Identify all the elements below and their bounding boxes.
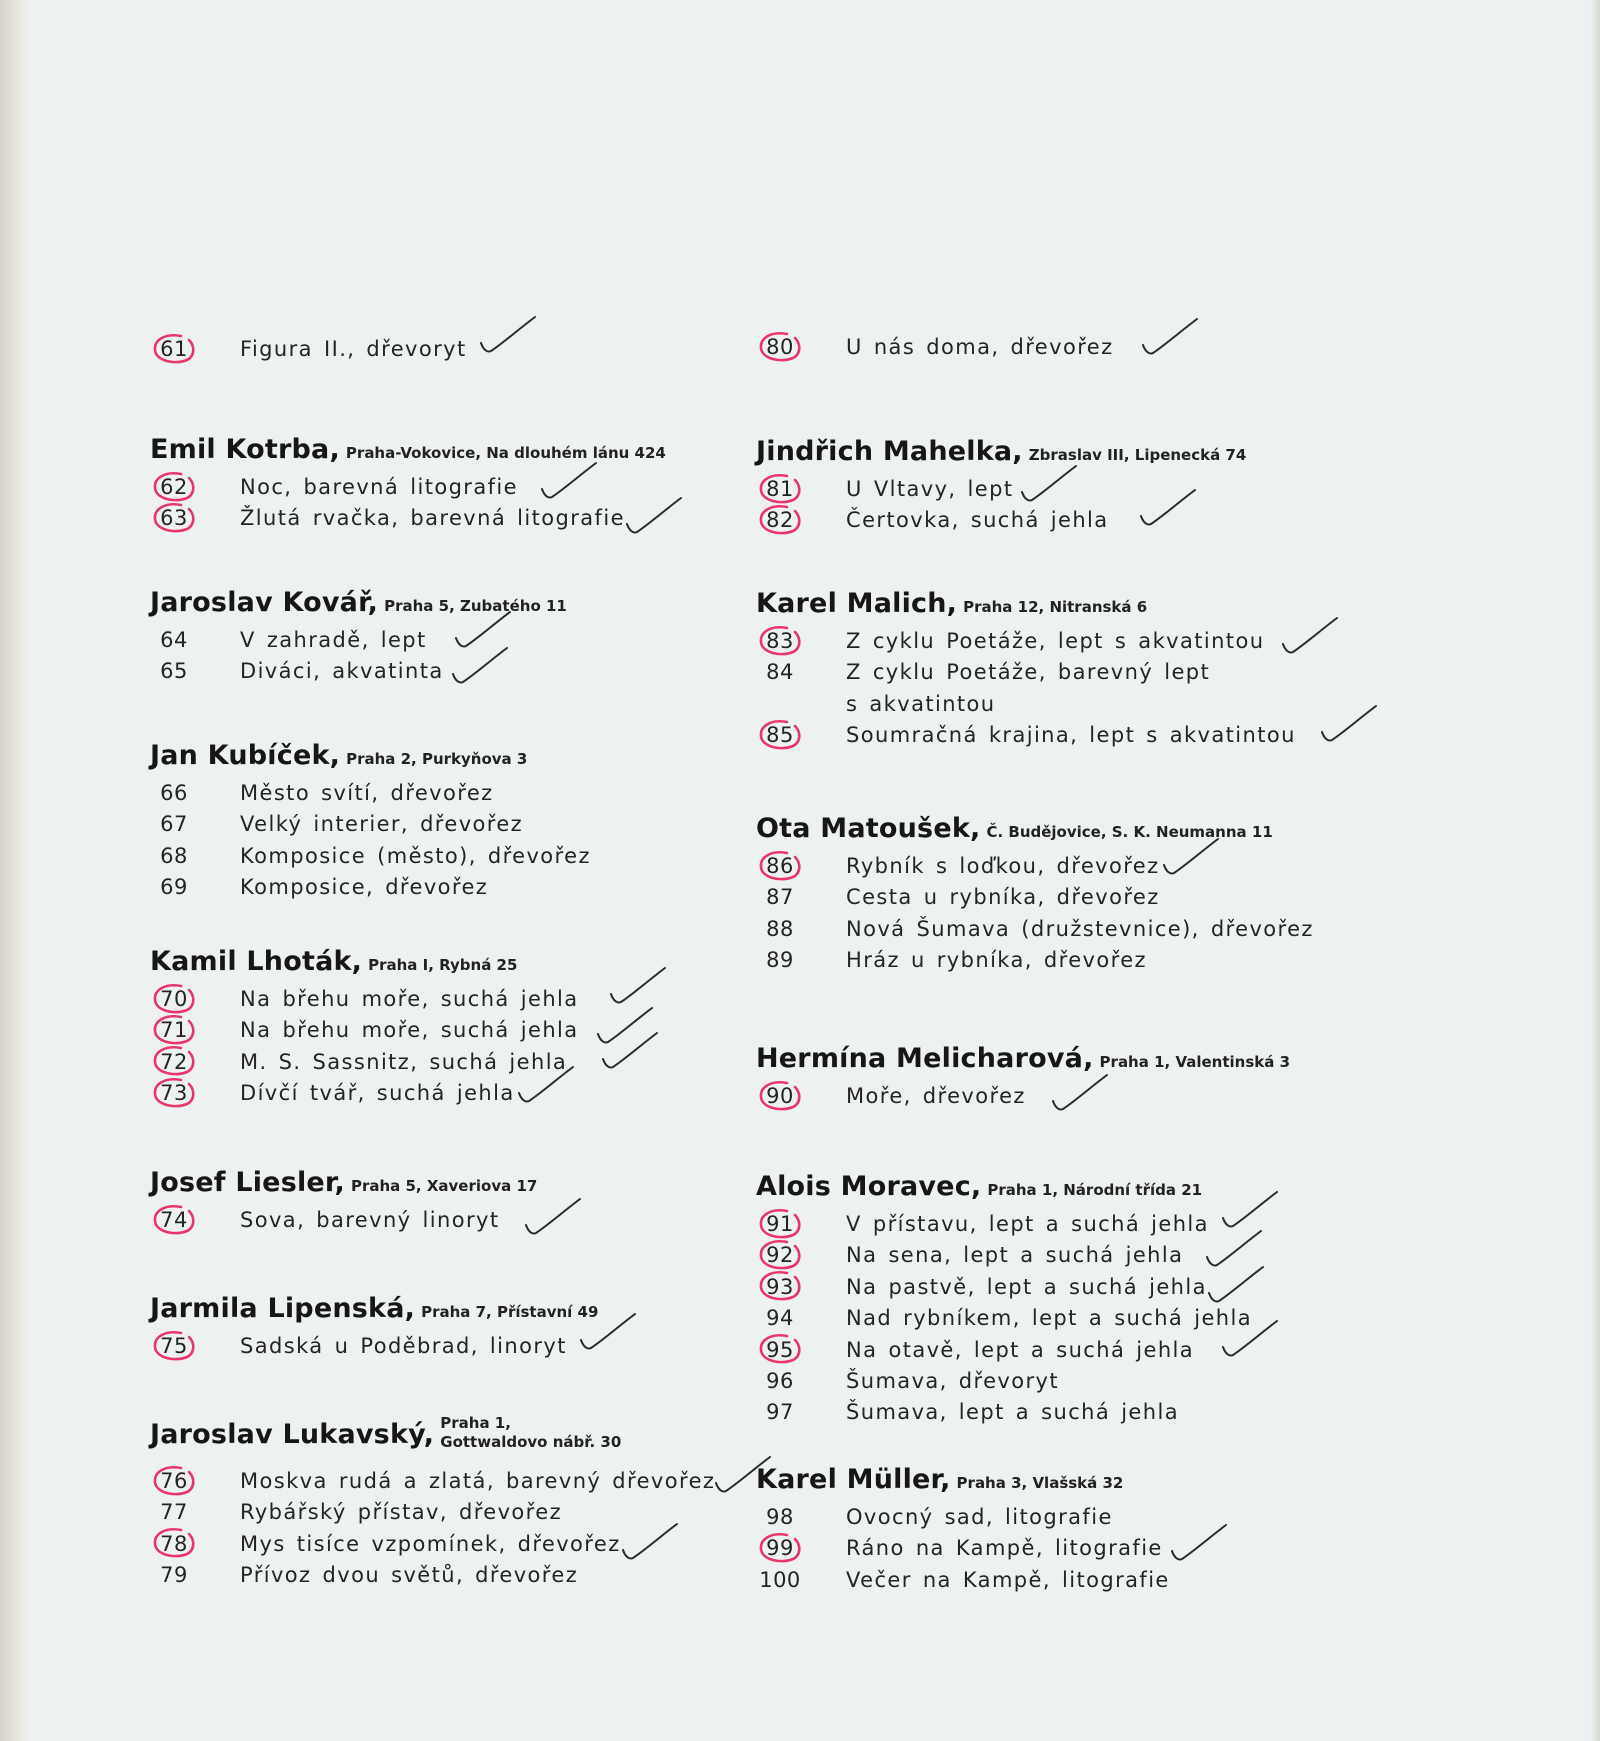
- work-title: Na sena, lept a suchá jehla: [846, 1243, 1184, 1268]
- artist-entry: [756, 1171, 1366, 1429]
- work-item: [756, 1272, 1366, 1303]
- work-title: Čertovka, suchá jehla: [846, 508, 1109, 533]
- work-item: [150, 656, 710, 687]
- work-number: 80: [766, 335, 794, 359]
- artist-name: Jaroslav Lukavský,: [150, 1419, 435, 1450]
- work-title: Diváci, akvatinta: [240, 659, 444, 684]
- artist-address: Praha 5, Zubatého 11: [384, 597, 567, 615]
- artist-address: Praha 12, Nitranská 6: [963, 598, 1148, 616]
- work-item: [150, 1560, 710, 1591]
- work-title: Mys tisíce vzpomínek, dřevořez: [240, 1531, 621, 1556]
- work-item: [150, 872, 710, 903]
- artist-address: Praha I, Rybná 25: [368, 956, 518, 974]
- work-title: Noc, barevná litografie: [240, 475, 518, 499]
- artist-address: Praha 3, Vlašská 32: [956, 1474, 1124, 1492]
- work-title: Sadská u Poděbrad, linoryt: [240, 1334, 567, 1358]
- work-item: [150, 1205, 710, 1236]
- artist-entry: [150, 1167, 710, 1236]
- work-number: 93: [766, 1274, 794, 1299]
- artist-entry: [756, 332, 1366, 363]
- work-title: Šumava, lept a suchá jehla: [846, 1400, 1179, 1425]
- work-title: Na pastvě, lept a suchá jehla: [846, 1274, 1207, 1299]
- work-item: [150, 334, 710, 365]
- artist-name: Karel Malich,: [756, 588, 958, 619]
- work-title: Rybník s loďkou, dřevořez: [846, 854, 1160, 878]
- artist-entry: [756, 1464, 1366, 1596]
- artist-heading: [150, 587, 710, 625]
- work-title: Město svítí, dřevořez: [240, 781, 494, 805]
- artist-address: Praha 1, Národní třída 21: [987, 1181, 1203, 1199]
- artist-name: Jarmila Lipenská,: [150, 1293, 416, 1324]
- work-number: 86: [766, 854, 794, 878]
- artist-name: Jan Kubíček,: [150, 740, 341, 771]
- artist-heading: [150, 1293, 710, 1331]
- artist-entry: [756, 436, 1366, 537]
- artist-address: Praha 1, Valentinská 3: [1099, 1053, 1291, 1071]
- work-title: Cesta u rybníka, dřevořez: [846, 885, 1160, 910]
- work-title: Ovocný sad, litografie: [846, 1505, 1113, 1529]
- work-number: 95: [766, 1337, 794, 1362]
- artist-name: Ota Matoušek,: [756, 813, 981, 844]
- work-number: 62: [160, 475, 188, 499]
- work-number: 94: [766, 1306, 794, 1331]
- work-title: Žlutá rvačka, barevná litografie: [240, 506, 625, 531]
- work-title: Moskva rudá a zlatá, barevný dřevořez: [240, 1469, 716, 1493]
- artist-name: Emil Kotrba,: [150, 434, 340, 465]
- work-title: s akvatintou: [846, 691, 996, 716]
- work-item: [756, 657, 1366, 688]
- artist-address: Č. Budějovice, S. K. Neumanna 11: [986, 823, 1273, 841]
- work-number: 99: [766, 1536, 794, 1561]
- work-item: [756, 505, 1366, 536]
- work-item: [756, 1081, 1366, 1112]
- work-item: [150, 1529, 710, 1560]
- work-title: Nad rybníkem, lept a suchá jehla: [846, 1306, 1253, 1331]
- work-item: [150, 1497, 710, 1528]
- work-item: [150, 625, 710, 656]
- check-mark-icon: [1137, 315, 1201, 363]
- work-number: 85: [766, 723, 794, 748]
- work-title: M. S. Sassnitz, suchá jehla: [240, 1049, 568, 1074]
- artist-heading: [756, 1464, 1366, 1502]
- work-title: V přístavu, lept a suchá jehla: [846, 1212, 1209, 1236]
- work-number: 98: [766, 1505, 794, 1529]
- book-spine-shadow: [0, 0, 28, 1741]
- work-number: 81: [766, 477, 794, 501]
- artist-name: Josef Liesler,: [150, 1167, 345, 1198]
- work-item: [756, 1335, 1366, 1366]
- artist-name: Kamil Lhoták,: [150, 946, 363, 977]
- work-item: [150, 1331, 710, 1362]
- work-number: 92: [766, 1243, 794, 1268]
- page-edge: [1590, 0, 1600, 1741]
- work-item: [756, 882, 1366, 913]
- work-number: 83: [766, 629, 794, 653]
- artist-address: Praha 5, Xaveriova 17: [350, 1177, 538, 1195]
- work-item: [756, 720, 1366, 751]
- work-item: [756, 1240, 1366, 1271]
- work-title: Z cyklu Poetáže, barevný lept: [846, 660, 1211, 685]
- work-item: [756, 851, 1366, 882]
- artist-entry: [756, 588, 1366, 752]
- artist-heading: [150, 1167, 710, 1205]
- artist-address: Praha 7, Přístavní 49: [421, 1303, 599, 1321]
- artist-name: Hermína Melicharová,: [756, 1043, 1094, 1074]
- artist-entry: [756, 813, 1366, 977]
- work-item: [150, 472, 710, 503]
- work-item: [756, 914, 1366, 945]
- work-title: Hráz u rybníka, dřevořez: [846, 948, 1147, 973]
- work-number: 89: [766, 948, 794, 973]
- artist-address: Praha 1, Gottwaldovo nábř. 30: [440, 1414, 622, 1451]
- work-title: Večer na Kampě, litografie: [846, 1567, 1170, 1592]
- work-item: [756, 474, 1366, 505]
- work-number: 91: [766, 1212, 794, 1236]
- artist-heading: [756, 1043, 1366, 1081]
- work-number: 65: [160, 659, 188, 684]
- artist-address: Praha-Vokovice, Na dlouhém lánu 424: [345, 444, 666, 462]
- work-item: [150, 809, 710, 840]
- work-number: 74: [160, 1208, 188, 1232]
- work-number: 77: [160, 1500, 188, 1525]
- work-number: 97: [766, 1400, 794, 1425]
- artist-entry: [150, 740, 710, 904]
- work-item: [150, 503, 710, 534]
- artist-entry: [150, 946, 710, 1110]
- artist-name: Karel Müller,: [756, 1464, 951, 1495]
- work-number: 90: [766, 1084, 794, 1108]
- work-number: 67: [160, 812, 188, 837]
- work-item: [150, 984, 710, 1015]
- artist-heading: [756, 588, 1366, 626]
- artist-entry: [150, 334, 710, 365]
- artist-name: Jindřich Mahelka,: [756, 436, 1023, 467]
- work-item: [756, 1303, 1366, 1334]
- work-title: U Vltavy, lept: [846, 477, 1014, 501]
- artist-heading: [150, 946, 710, 984]
- work-number: 61: [160, 337, 188, 361]
- work-number: 69: [160, 875, 188, 900]
- artist-heading: [756, 813, 1366, 851]
- artist-entry: [756, 1043, 1366, 1112]
- work-item: [756, 626, 1366, 657]
- work-title: Komposice (město), dřevořez: [240, 843, 591, 868]
- work-title: Velký interier, dřevořez: [240, 812, 524, 837]
- work-number: 70: [160, 987, 188, 1011]
- work-item: [756, 945, 1366, 976]
- work-title: V zahradě, lept: [240, 628, 427, 652]
- work-item: [756, 1502, 1366, 1533]
- work-item: [150, 778, 710, 809]
- artist-heading: [150, 1414, 710, 1466]
- artist-heading: [756, 436, 1366, 474]
- artist-heading: [756, 1171, 1366, 1209]
- work-title: Šumava, dřevoryt: [846, 1368, 1060, 1393]
- check-mark-icon: [475, 313, 539, 361]
- artist-heading: [150, 434, 710, 472]
- work-item: [756, 1397, 1366, 1428]
- work-number: 76: [160, 1469, 188, 1493]
- work-number: 75: [160, 1334, 188, 1358]
- work-title: Na otavě, lept a suchá jehla: [846, 1337, 1195, 1362]
- work-title: Soumračná krajina, lept s akvatintou: [846, 723, 1296, 748]
- artist-address: Praha 2, Purkyňova 3: [346, 750, 528, 768]
- work-title: Nová Šumava (družstevnice), dřevořez: [846, 916, 1314, 941]
- work-title: Rybářský přístav, dřevořez: [240, 1500, 562, 1525]
- work-item: [150, 1015, 710, 1046]
- artist-entry: [150, 1293, 710, 1362]
- work-item: [756, 1209, 1366, 1240]
- work-number: 82: [766, 508, 794, 533]
- work-number: 96: [766, 1368, 794, 1393]
- work-title: Na břehu moře, suchá jehla: [240, 1018, 579, 1043]
- work-title: Z cyklu Poetáže, lept s akvatintou: [846, 629, 1265, 653]
- work-item: [756, 1565, 1366, 1596]
- work-title: Moře, dřevořez: [846, 1084, 1026, 1108]
- work-number: 78: [160, 1531, 188, 1556]
- work-number: 63: [160, 506, 188, 531]
- work-item: [756, 332, 1366, 363]
- work-number: 72: [160, 1049, 188, 1074]
- work-title: Dívčí tvář, suchá jehla: [240, 1081, 515, 1106]
- artist-entry: [150, 1414, 716, 1592]
- work-number: 73: [160, 1081, 188, 1106]
- artist-name: Jaroslav Kovář,: [150, 587, 379, 618]
- work-title: Komposice, dřevořez: [240, 875, 489, 900]
- work-number: 68: [160, 843, 188, 868]
- work-item: [756, 689, 1366, 720]
- work-number: 87: [766, 885, 794, 910]
- work-number: 84: [766, 660, 794, 685]
- work-title: Ráno na Kampě, litografie: [846, 1536, 1163, 1561]
- work-title: U nás doma, dřevořez: [846, 335, 1114, 359]
- artist-entry: [150, 434, 710, 535]
- work-title: Sova, barevný linoryt: [240, 1208, 500, 1232]
- artist-name: Alois Moravec,: [756, 1171, 982, 1202]
- work-number: 64: [160, 628, 188, 652]
- work-title: Figura II., dřevoryt: [240, 337, 467, 361]
- artist-entry: [150, 587, 710, 688]
- artist-heading: [150, 740, 710, 778]
- artist-address: Zbraslav III, Lipenecká 74: [1028, 446, 1247, 464]
- work-item: [756, 1366, 1366, 1397]
- work-title: Na břehu moře, suchá jehla: [240, 987, 579, 1011]
- work-number: 66: [160, 781, 188, 805]
- work-item: [150, 1047, 710, 1078]
- work-item: [756, 1533, 1366, 1564]
- work-item: [150, 1078, 710, 1109]
- work-number: 71: [160, 1018, 188, 1043]
- work-title: Přívoz dvou světů, dřevořez: [240, 1563, 579, 1588]
- work-number: 100: [759, 1567, 801, 1592]
- work-item: [150, 1466, 716, 1497]
- work-number: 79: [160, 1563, 188, 1588]
- work-item: [150, 841, 710, 872]
- work-number: 88: [766, 916, 794, 941]
